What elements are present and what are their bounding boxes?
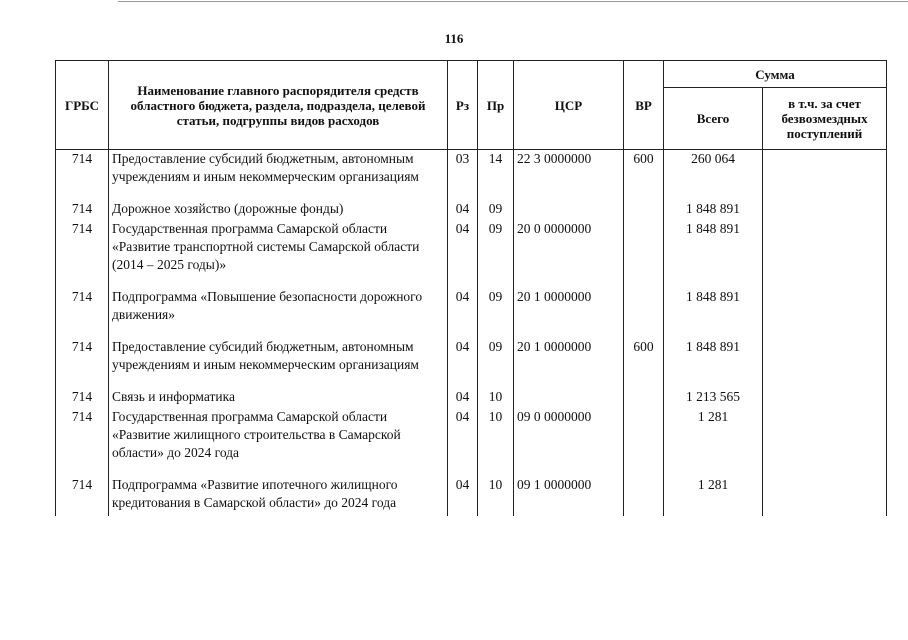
cell-pr: 10 bbox=[478, 388, 514, 408]
cell-rz: 03 bbox=[448, 150, 478, 201]
cell-grbs: 714 bbox=[56, 408, 109, 476]
cell-vr bbox=[624, 388, 664, 408]
cell-grbs: 714 bbox=[56, 288, 109, 338]
header-sum: Сумма bbox=[664, 61, 887, 88]
table-row bbox=[56, 220, 887, 288]
cell-grants bbox=[763, 388, 887, 408]
cell-name: Подпрограмма «Повышение безопасности дорожного движения» bbox=[109, 288, 448, 338]
cell-pr: 10 bbox=[478, 408, 514, 476]
page-number: 116 bbox=[444, 31, 464, 46]
cell-rz: 04 bbox=[448, 200, 478, 220]
cell-vr bbox=[624, 408, 664, 476]
budget-table bbox=[55, 60, 887, 516]
cell-rz: 04 bbox=[448, 338, 478, 388]
cell-rz: 04 bbox=[448, 408, 478, 476]
cell-pr: 10 bbox=[478, 476, 514, 516]
cell-grants bbox=[763, 338, 887, 388]
header-grants: в т.ч. за счет безвозмездных поступлений bbox=[763, 88, 887, 150]
cell-pr: 09 bbox=[478, 288, 514, 338]
table-row bbox=[56, 476, 887, 516]
cell-total: 1 281 bbox=[664, 476, 763, 516]
cell-grbs: 714 bbox=[56, 338, 109, 388]
cell-grants bbox=[763, 150, 887, 201]
cell-grbs: 714 bbox=[56, 476, 109, 516]
cell-pr: 09 bbox=[478, 220, 514, 288]
cell-total: 1 848 891 bbox=[664, 338, 763, 388]
cell-pr: 14 bbox=[478, 150, 514, 201]
cell-grbs: 714 bbox=[56, 220, 109, 288]
cell-name: Государственная программа Самарской области «Развитие транспортной системы Самарской области (2014 – 2025 годы)» bbox=[109, 220, 448, 288]
cell-csr: 22 3 0000000 bbox=[514, 150, 624, 201]
cell-rz: 04 bbox=[448, 388, 478, 408]
cell-rz: 04 bbox=[448, 476, 478, 516]
header-vr: ВР bbox=[624, 61, 664, 150]
cell-csr bbox=[514, 200, 624, 220]
cell-name: Предоставление субсидий бюджетным, автономным учреждениям и иным некоммерческим организациям bbox=[109, 150, 448, 201]
cell-total: 1 848 891 bbox=[664, 200, 763, 220]
cell-vr: 600 bbox=[624, 150, 664, 201]
cell-csr: 09 0 0000000 bbox=[514, 408, 624, 476]
cell-vr bbox=[624, 200, 664, 220]
header-grbs: ГРБС bbox=[56, 61, 109, 150]
header-name: Наименование главного распорядителя средств областного бюджета, раздела, подраздела, целевой статьи, подгруппы видов расходов bbox=[109, 61, 448, 150]
table-body bbox=[56, 150, 887, 517]
cell-grbs: 714 bbox=[56, 388, 109, 408]
cell-name: Дорожное хозяйство (дорожные фонды) bbox=[109, 200, 448, 220]
cell-total: 1 281 bbox=[664, 408, 763, 476]
cell-name: Государственная программа Самарской области «Развитие жилищного строительства в Самарской области» до 2024 года bbox=[109, 408, 448, 476]
cell-name: Связь и информатика bbox=[109, 388, 448, 408]
cell-total: 1 848 891 bbox=[664, 220, 763, 288]
cell-rz: 04 bbox=[448, 220, 478, 288]
table-row bbox=[56, 388, 887, 408]
cell-csr bbox=[514, 388, 624, 408]
cell-csr: 20 0 0000000 bbox=[514, 220, 624, 288]
cell-rz: 04 bbox=[448, 288, 478, 338]
cell-pr: 09 bbox=[478, 200, 514, 220]
header-pr: Пр bbox=[478, 61, 514, 150]
table-row bbox=[56, 408, 887, 476]
header-csr: ЦСР bbox=[514, 61, 624, 150]
cell-vr bbox=[624, 476, 664, 516]
cell-name: Предоставление субсидий бюджетным, автономным учреждениям и иным некоммерческим организациям bbox=[109, 338, 448, 388]
cell-csr: 09 1 0000000 bbox=[514, 476, 624, 516]
table-row bbox=[56, 200, 887, 220]
scan-edge-line bbox=[118, 1, 908, 2]
cell-grants bbox=[763, 220, 887, 288]
cell-grants bbox=[763, 288, 887, 338]
cell-total: 1 213 565 bbox=[664, 388, 763, 408]
table-row bbox=[56, 288, 887, 338]
cell-grants bbox=[763, 476, 887, 516]
cell-grants bbox=[763, 408, 887, 476]
table-header bbox=[56, 61, 887, 150]
cell-csr: 20 1 0000000 bbox=[514, 288, 624, 338]
header-total: Всего bbox=[664, 88, 763, 150]
cell-total: 1 848 891 bbox=[664, 288, 763, 338]
table-row bbox=[56, 338, 887, 388]
table-row bbox=[56, 150, 887, 201]
cell-csr: 20 1 0000000 bbox=[514, 338, 624, 388]
cell-name: Подпрограмма «Развитие ипотечного жилищного кредитования в Самарской области» до 2024 года bbox=[109, 476, 448, 516]
cell-vr: 600 bbox=[624, 338, 664, 388]
cell-grbs: 714 bbox=[56, 200, 109, 220]
cell-grants bbox=[763, 200, 887, 220]
cell-total: 260 064 bbox=[664, 150, 763, 201]
cell-grbs: 714 bbox=[56, 150, 109, 201]
cell-vr bbox=[624, 288, 664, 338]
header-rz: Рз bbox=[448, 61, 478, 150]
cell-vr bbox=[624, 220, 664, 288]
cell-pr: 09 bbox=[478, 338, 514, 388]
